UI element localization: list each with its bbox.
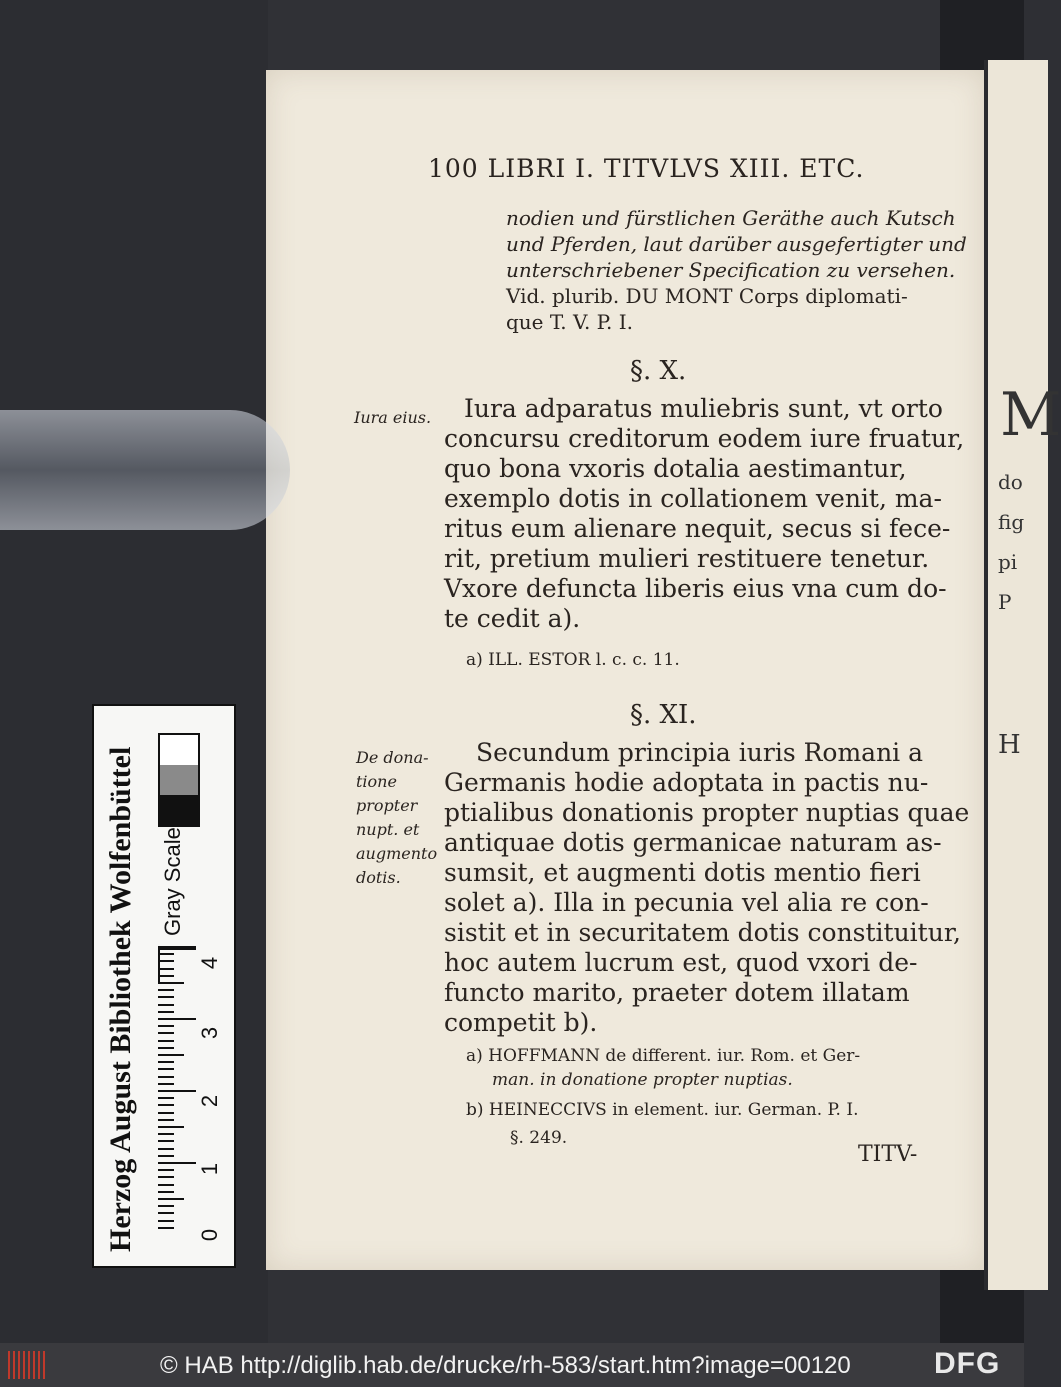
ruler-tick — [158, 982, 184, 984]
footnote: man. in donatione propter nuptias. — [492, 1070, 793, 1090]
footnote: a) ILL. ESTOR l. c. c. 11. — [466, 650, 680, 670]
ruler-tick — [158, 1104, 174, 1106]
catchword: TITV- — [858, 1142, 918, 1167]
ruler-tick — [158, 1119, 174, 1121]
ruler-tick — [158, 1032, 174, 1034]
ruler-tick — [158, 1184, 174, 1186]
footer-credit[interactable]: © HAB http://diglib.hab.de/drucke/rh-583/start.htm?image=00120 — [160, 1352, 851, 1379]
text-line: antiquae dotis germanicae naturam as- — [444, 828, 942, 857]
text-line: Vid. plurib. DU MONT Corps diplomati- — [506, 284, 908, 308]
ruler-tick — [158, 989, 174, 991]
ruler-tick — [158, 1040, 174, 1042]
text-line: solet a). Illa in pecunia vel alia re con- — [444, 888, 929, 917]
ruler-tick — [158, 1090, 196, 1092]
margin-note-line: dotis. — [356, 868, 401, 887]
section-heading: §. X. — [630, 356, 687, 386]
footnote: b) HEINECCIVS in element. iur. German. P. I. — [466, 1100, 859, 1120]
page-number: 100 — [428, 154, 479, 183]
ruler-tick — [158, 996, 174, 998]
margin-note: Iura eius. — [354, 408, 432, 427]
text-line: Germanis hodie adoptata in pactis nu- — [444, 768, 929, 797]
ruler-tick — [158, 1011, 174, 1013]
ruler-tick — [158, 1220, 174, 1222]
ruler-tick — [158, 1097, 174, 1099]
ruler-tick — [158, 953, 174, 955]
footnote: §. 249. — [510, 1128, 568, 1148]
text-line: te cedit a). — [444, 604, 581, 633]
text-line: unterschriebener Specification zu versehen. — [506, 258, 956, 282]
ruler-tick — [158, 1061, 174, 1063]
ruler-tick — [158, 1054, 184, 1056]
text-line: competit b). — [444, 1008, 598, 1037]
ruler-tick — [158, 1018, 196, 1020]
gray-swatches — [158, 733, 200, 827]
ruler-tick — [158, 1176, 174, 1178]
text-line: rit, pretium mulieri restituere tenetur. — [444, 544, 930, 573]
text-line: concursu creditorum eodem iure fruatur, — [444, 424, 965, 453]
ruler-tick — [158, 1133, 174, 1135]
barcode-icon — [8, 1351, 48, 1379]
text-line: ptialibus donationis propter nuptias quae — [444, 798, 970, 827]
page-header — [428, 154, 864, 183]
ruler-tick — [158, 1076, 174, 1078]
text-line: sistit et in securitatem dotis constituitur, — [444, 918, 961, 947]
facing-page-edge: M do fig pi P H — [984, 60, 1048, 1290]
margin-note-line: De dona- — [356, 748, 429, 767]
text-line: und Pferden, laut darüber ausgefertigter und — [506, 232, 967, 256]
ruler-tick — [158, 1140, 174, 1142]
dfg-logo: DFG — [934, 1347, 1001, 1380]
bookmark-clip — [0, 410, 290, 530]
ruler-tick — [158, 960, 174, 962]
margin-note-line: tione — [356, 772, 397, 791]
ruler-tick — [158, 1148, 174, 1150]
ruler-tick — [158, 946, 196, 948]
ruler-tick — [158, 1004, 174, 1006]
text-line: Secundum principia iuris Romani a — [476, 738, 924, 767]
ruler-tick — [158, 1126, 184, 1128]
ruler-tick — [158, 1198, 184, 1200]
ruler-number: 2 — [197, 1094, 223, 1108]
text-line: que T. V. P. I. — [506, 310, 634, 334]
text-line: Iura adparatus muliebris sunt, vt orto — [464, 394, 943, 423]
ruler-tick — [158, 968, 174, 970]
ruler-tick — [158, 975, 174, 977]
ruler-ticks — [158, 946, 198, 1246]
footnote: a) HOFFMANN de different. iur. Rom. et Ger- — [466, 1046, 861, 1066]
ruler-tick — [158, 1155, 174, 1157]
text-line: sumsit, et augmenti dotis mentio fieri — [444, 858, 921, 887]
ruler-tick — [158, 1212, 174, 1214]
ruler-number: 4 — [197, 956, 223, 970]
margin-note-line: nupt. et — [356, 820, 420, 839]
text-line: quo bona vxoris dotalia aestimantur, — [444, 454, 907, 483]
ruler-tick — [158, 1047, 174, 1049]
section-heading: §. XI. — [630, 700, 697, 730]
text-line: nodien und fürstlichen Geräthe auch Kutsch — [506, 206, 956, 230]
margin-note-line: propter — [356, 796, 418, 815]
ruler-title: Herzog August Bibliothek Wolfenbüttel — [104, 746, 137, 1252]
ruler-tick — [158, 1083, 174, 1085]
ruler-tick — [158, 1068, 174, 1070]
ruler-tick — [158, 1205, 174, 1207]
ruler-tick — [158, 1162, 196, 1164]
text-line: Vxore defuncta liberis eius vna cum do- — [444, 574, 947, 603]
text-line: functo marito, praeter dotem illatam — [444, 978, 910, 1007]
ruler-tick — [158, 1169, 174, 1171]
ruler-tick — [158, 1112, 174, 1114]
gray-scale-label: Gray Scale — [160, 827, 185, 936]
text-line: exemplo dotis in collationem venit, ma- — [444, 484, 942, 513]
ruler-tick — [158, 1191, 174, 1193]
margin-note-line: augmento — [356, 844, 438, 863]
ruler-tick — [158, 1227, 174, 1229]
ruler-number: 0 — [197, 1228, 223, 1242]
text-line: ritus eum alienare nequit, secus si fece- — [444, 514, 951, 543]
ruler-number: 1 — [197, 1162, 223, 1176]
running-title: LIBRI I. TITVLVS XIII. ETC. — [487, 154, 865, 183]
ruler-tick — [158, 1025, 174, 1027]
text-line: hoc autem lucrum est, quod vxori de- — [444, 948, 918, 977]
ruler-number: 3 — [197, 1026, 223, 1040]
